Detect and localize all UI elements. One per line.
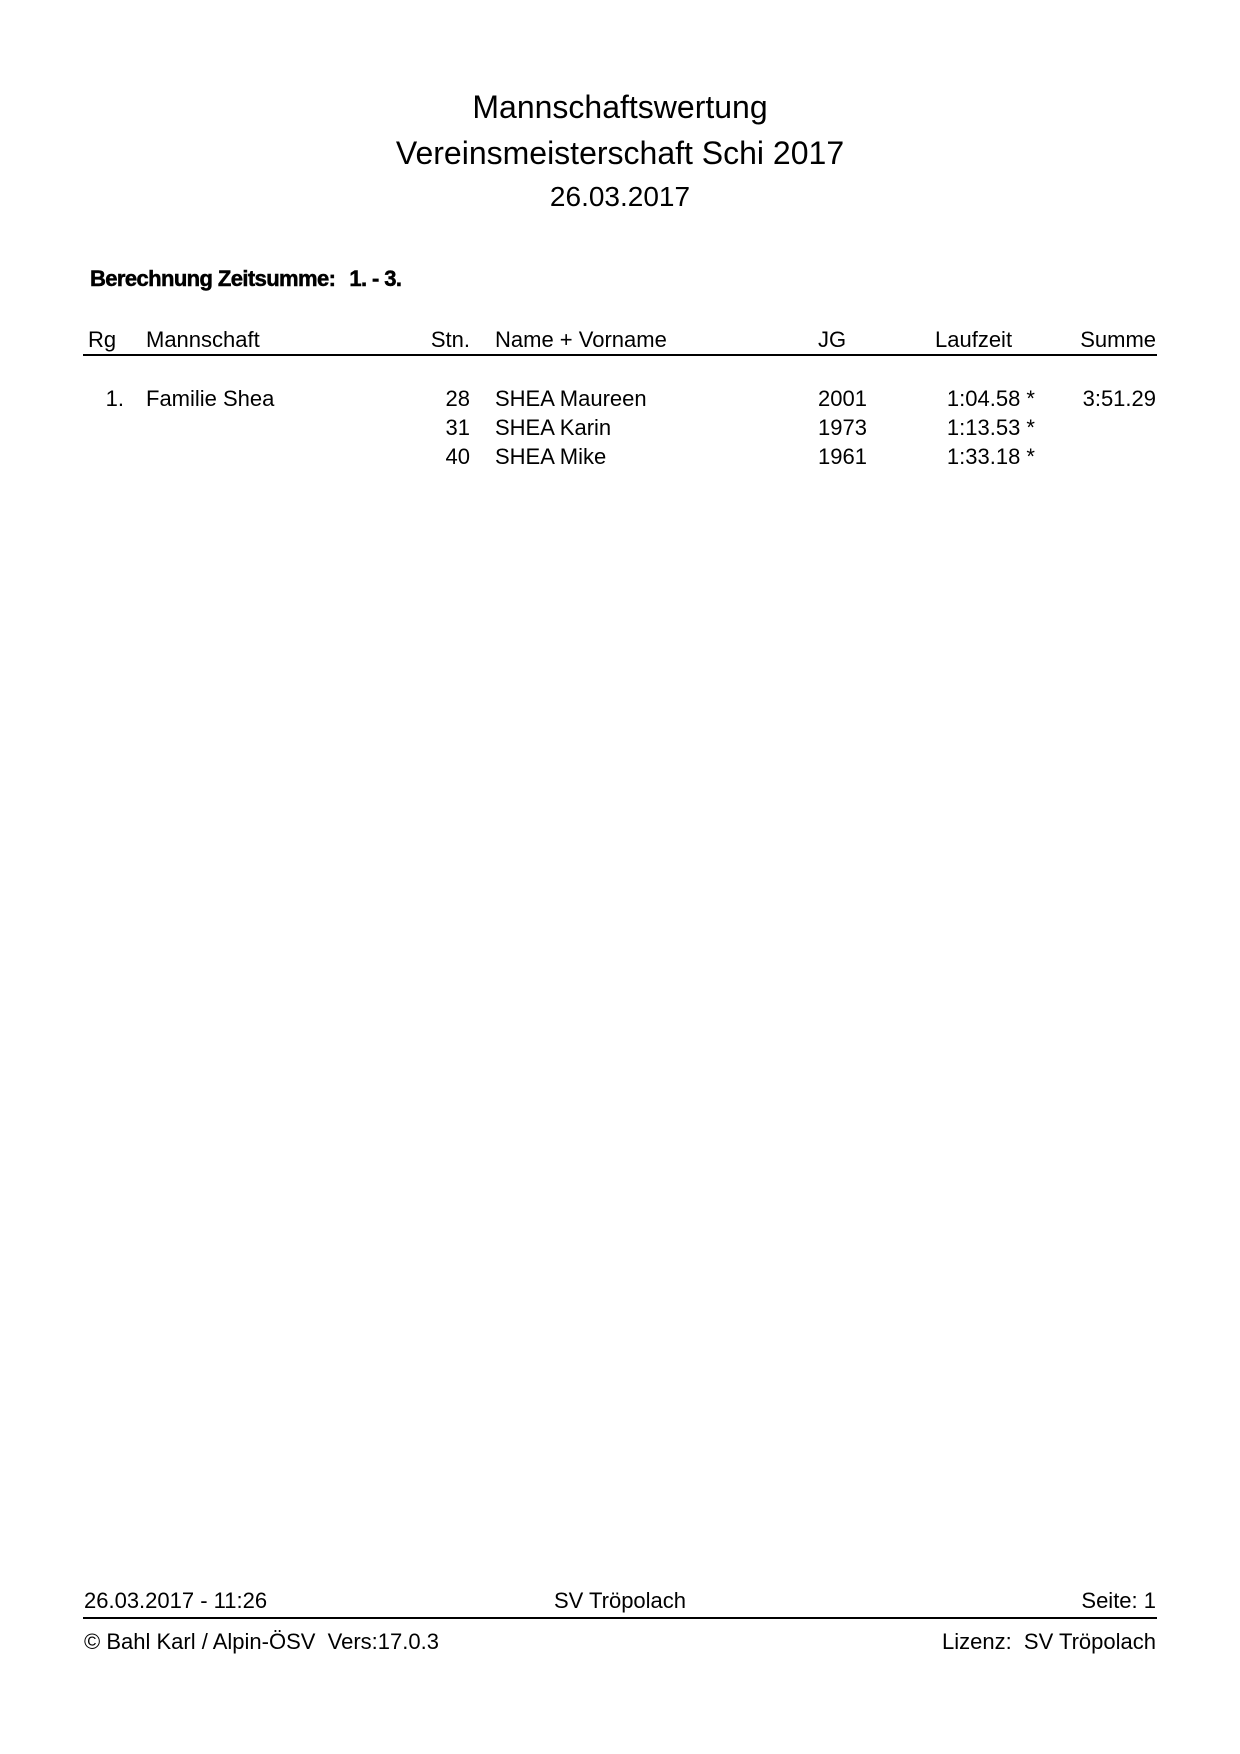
- document-title-block: [0, 84, 1240, 218]
- header-divider: [83, 354, 1157, 356]
- member-jg: 2001: [818, 386, 867, 411]
- member-stn: 28: [445, 386, 470, 411]
- footer-divider: [83, 1617, 1157, 1619]
- header-stn: Stn.: [430, 327, 470, 352]
- team-name: Familie Shea: [146, 386, 275, 411]
- member-stn: 40: [445, 444, 470, 469]
- footer-page-number: Seite: 1: [1081, 1588, 1156, 1613]
- member-stn: 31: [445, 415, 470, 440]
- member-laufzeit: 1:33.18 *: [946, 444, 1035, 469]
- header-rg: Rg: [88, 327, 117, 352]
- team-rank: 1.: [105, 386, 124, 411]
- member-name: SHEA Mike: [495, 444, 607, 469]
- footer-club: SV Tröpolach: [553, 1588, 687, 1613]
- header-name: Name + Vorname: [495, 327, 667, 352]
- member-laufzeit: 1:04.58 *: [946, 386, 1035, 411]
- calculation-heading: [90, 266, 401, 292]
- team-sum: 3:51.29: [1082, 386, 1156, 411]
- footer-timestamp: 26.03.2017 - 11:26: [84, 1588, 268, 1613]
- member-name: SHEA Karin: [495, 415, 612, 440]
- header-summe: Summe: [1080, 327, 1156, 352]
- header-laufzeit: Laufzeit: [935, 327, 1013, 352]
- member-laufzeit: 1:13.53 *: [946, 415, 1035, 440]
- event-date: 26.03.2017: [549, 181, 691, 212]
- footer-copyright: © Bahl Karl / Alpin-ÖSV Vers:17.0.3: [84, 1629, 439, 1654]
- member-name: SHEA Maureen: [495, 386, 647, 411]
- calculation-value: 1. - 3.: [349, 266, 402, 291]
- header-team: Mannschaft: [146, 327, 260, 352]
- document-title: Mannschaftswertung: [472, 89, 768, 125]
- member-jg: 1961: [818, 444, 867, 469]
- member-jg: 1973: [818, 415, 867, 440]
- footer-license: Lizenz: SV Tröpolach: [941, 1629, 1156, 1654]
- event-title: Vereinsmeisterschaft Schi 2017: [395, 135, 845, 171]
- calculation-label: Berechnung Zeitsumme:: [90, 266, 336, 291]
- header-jg: JG: [818, 327, 847, 352]
